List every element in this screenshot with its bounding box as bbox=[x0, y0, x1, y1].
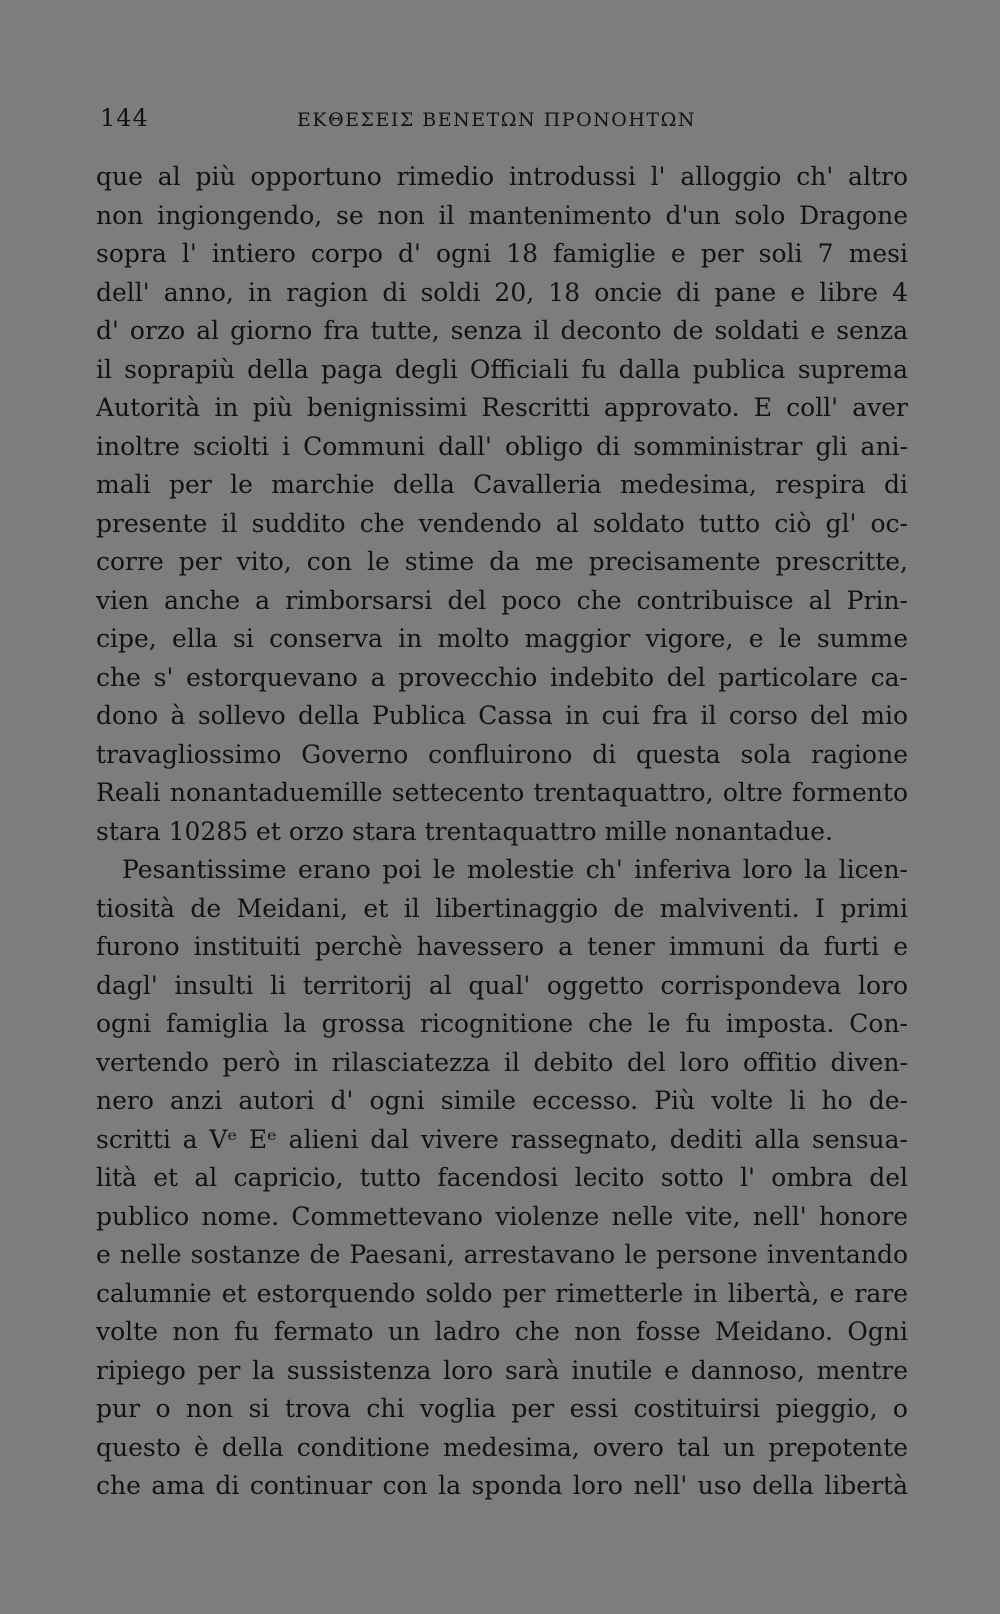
text-line: che s' estorquevano a provecchio indebito del particolare ca- bbox=[96, 662, 908, 692]
text-line: scritti a Vᵉ Eᵉ alieni dal vivere rassegnato, dediti alla sensua- bbox=[96, 1124, 908, 1154]
text-line: d' orzo al giorno fra tutte, senza il deconto de soldati e senza bbox=[96, 316, 908, 345]
text-line: questo è della conditione medesima, overo tal un prepotente bbox=[96, 1432, 908, 1462]
text-line: non ingiongendo, se non il mantenimento d'un solo Dragone bbox=[96, 200, 908, 230]
text-line: Autorità in più benignissimi Rescritti approvato. E coll' aver bbox=[96, 393, 908, 422]
text-line: publico nome. Commettevano violenze nelle vite, nell' honore bbox=[96, 1201, 908, 1231]
running-title: ΕΚΘΕΣΕΙΣ ΒΕΝΕΤΩΝ ΠΡΟΝΟΗΤΩΝ bbox=[297, 109, 696, 131]
text-line: furono instituiti perchè havessero a tener immuni da furti e bbox=[96, 932, 908, 961]
page-number: 144 bbox=[100, 104, 149, 132]
text-line: ogni famiglia la grossa ricognitione che le fu imposta. Con- bbox=[96, 1009, 908, 1038]
text-line: ripiego per la sussistenza loro sarà inutile e dannoso, mentre bbox=[96, 1355, 908, 1385]
text-line: inoltre sciolti i Communi dall' obligo di somministrar gli ani- bbox=[96, 431, 908, 461]
text-line: vertendo però in rilasciatezza il debito del loro offitio diven- bbox=[96, 1047, 908, 1077]
body-text bbox=[96, 158, 908, 1506]
text-line: tiosità de Meidani, et il libertinaggio de malviventi. I primi bbox=[96, 893, 908, 923]
text-line: dono à sollevo della Publica Cassa in cui fra il corso del mio bbox=[96, 701, 908, 730]
text-line: presente il suddito che vendendo al soldato tutto ciò gl' oc- bbox=[96, 508, 908, 538]
text-line: Reali nonantaduemille settecento trentaquattro, oltre formento bbox=[96, 778, 908, 807]
text-line: volte non fu fermato un ladro che non fosse Meidano. Ogni bbox=[96, 1317, 908, 1346]
text-line: corre per vito, con le stime da me precisamente prescritte, bbox=[96, 547, 908, 576]
paragraph-start-line: Pesantissime erano poi le molestie ch' inferiva loro la licen- bbox=[122, 855, 908, 884]
page-header bbox=[100, 104, 900, 140]
text-line: pur o non si trova chi voglia per essi costituirsi pieggio, o bbox=[96, 1394, 908, 1423]
text-line: che ama di continuar con la sponda loro nell' uso della libertà bbox=[96, 1471, 908, 1500]
text-line: dell' anno, in ragion di soldi 20, 18 oncie di pane e libre 4 bbox=[96, 277, 908, 307]
text-line: sopra l' intiero corpo d' ogni 18 famiglie e per soli 7 mesi bbox=[96, 239, 908, 268]
text-line: vien anche a rimborsarsi del poco che contribuisce al Prin- bbox=[96, 585, 908, 615]
text-line: nero anzi autori d' ogni simile eccesso. Più volte li ho de- bbox=[96, 1086, 908, 1115]
text-line: il soprapiù della paga degli Officiali fu dalla publica suprema bbox=[96, 354, 908, 384]
text-line: travagliossimo Governo confluirono di questa sola ragione bbox=[96, 739, 908, 769]
text-line: lità et al capricio, tutto facendosi lecito sotto l' ombra del bbox=[96, 1163, 908, 1192]
paragraph-end-line: stara 10285 et orzo stara trentaquattro mille nonantadue. bbox=[96, 816, 833, 846]
text-line: dagl' insulti li territorij al qual' oggetto corrispondeva loro bbox=[96, 970, 908, 1000]
text-line: cipe, ella si conserva in molto maggior vigore, e le summe bbox=[96, 624, 908, 653]
text-line: que al più opportuno rimedio introdussi l' alloggio ch' altro bbox=[96, 162, 908, 191]
text-line: e nelle sostanze de Paesani, arrestavano le persone inventando bbox=[96, 1240, 908, 1269]
text-line: calumnie et estorquendo soldo per rimetterle in libertà, e rare bbox=[96, 1278, 908, 1308]
text-line: mali per le marchie della Cavalleria medesima, respira di bbox=[96, 470, 908, 499]
